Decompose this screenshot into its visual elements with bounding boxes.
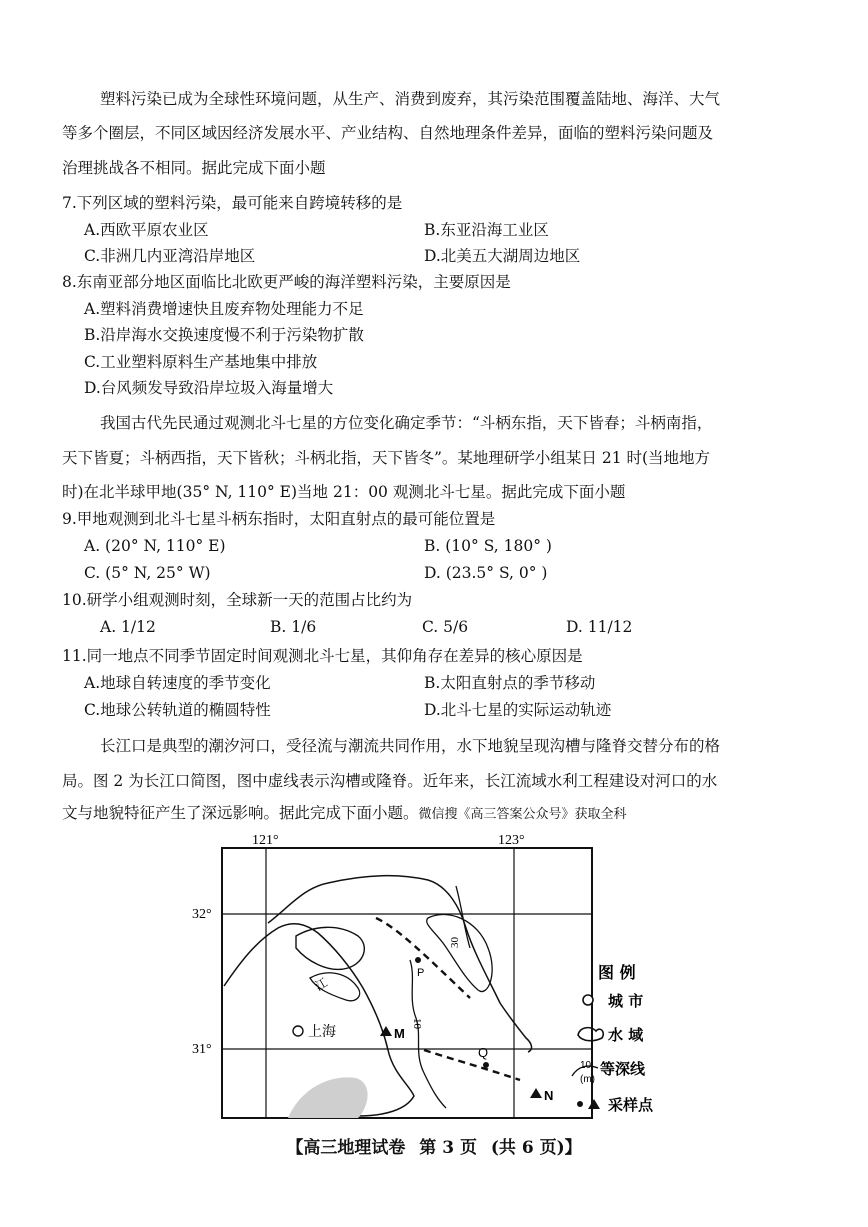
q10-option-c: C. 5/6 <box>422 618 469 636</box>
footer-total: (共 6 页)】 <box>490 1138 582 1158</box>
passage1-line3: 治理挑战各不相同。据此完成下面小题 <box>62 159 326 177</box>
shoal-ne <box>427 915 492 992</box>
q8-option-b: B.沿岸海水交换速度慢不利于污染物扩散 <box>84 326 364 344</box>
q7-option-d: D.北美五大湖周边地区 <box>424 247 581 265</box>
sample-label-m: M <box>394 1026 405 1041</box>
q9-stem: 9.甲地观测到北斗七星斗柄东指时，太阳直射点的最可能位置是 <box>62 510 496 528</box>
q7-option-b: B.东亚沿海工业区 <box>424 221 549 239</box>
sample-marker-p <box>415 957 421 963</box>
q11-option-c: C.地球公转轨道的椭圆特性 <box>84 701 271 719</box>
passage3-line1: 长江口是典型的潮汐河口，受径流与潮流共同作用，水下地貌呈现沟槽与隆脊交替分布的格 <box>100 737 721 755</box>
sample-label-q: Q <box>478 1045 489 1060</box>
contour-10-label: 10 <box>411 1018 423 1029</box>
lon-label-121: 121° <box>252 833 279 848</box>
legend-sample-label: 采样点 <box>608 1096 654 1114</box>
q9-option-b: B. (10° S, 180° ) <box>424 537 552 555</box>
map-legend <box>572 963 654 1114</box>
city-label-shanghai: 上海 <box>308 1024 336 1040</box>
channel-dashed-south <box>424 1050 520 1080</box>
passage3-line3-text: 文与地貌特征产生了深远影响。据此完成下面小题。 <box>62 804 419 822</box>
page-footer <box>0 1133 868 1158</box>
q8-option-a: A.塑料消费增速快且废弃物处理能力不足 <box>84 300 364 318</box>
q11-stem: 11.同一地点不同季节固定时间观测北斗七星，其仰角存在差异的核心原因是 <box>62 647 583 665</box>
q11-option-d: D.北斗七星的实际运动轨迹 <box>424 701 612 719</box>
legend-contour-label: 等深线 <box>600 1060 646 1078</box>
q11-option-a: A.地球自转速度的季节变化 <box>84 674 271 692</box>
lon-label-123: 123° <box>498 833 525 848</box>
q10-stem: 10.研学小组观测时刻，全球新一天的范围占比约为 <box>62 591 413 609</box>
channel-dashed-north <box>376 918 470 998</box>
lat-label-31: 31° <box>192 1042 212 1057</box>
city-marker-shanghai <box>293 1026 303 1036</box>
q9-option-a: A. (20° N, 110° E) <box>84 537 226 555</box>
q8-option-d: D.台风频发导致沿岸垃圾入海量增大 <box>84 379 334 397</box>
legend-city-icon <box>583 995 593 1005</box>
q7-stem: 7.下列区域的塑料污染，最可能来自跨境转移的是 <box>62 194 403 212</box>
legend-sample-triangle-icon <box>588 1099 600 1109</box>
contour-30-label: 30 <box>449 937 461 948</box>
passage3-note: 微信搜《高三答案公众号》获取全科 <box>418 807 627 822</box>
passage2-line1: 我国古代先民通过观测北斗七星的方位变化确定季节：“斗柄东指，天下皆春；斗柄南指， <box>100 414 713 432</box>
q9-option-d: D. (23.5° S, 0° ) <box>424 564 548 582</box>
contour-10m <box>410 960 446 1108</box>
q11-option-b: B.太阳直射点的季节移动 <box>424 674 596 692</box>
passage2-line3: 时)在北半球甲地(35° N, 110° E)当地 21：00 观测北斗七星。据此完成下面小题 <box>62 483 626 501</box>
footer-left: 【高三地理试卷 <box>286 1138 406 1158</box>
q8-stem: 8.东南亚部分地区面临比北欧更严峻的海洋塑料污染，主要原因是 <box>62 273 511 291</box>
q7-option-c: C.非洲几内亚湾沿岸地区 <box>84 247 256 265</box>
passage3-line2: 局。图 2 为长江口简图，图中虚线表示沟槽或隆脊。近年来，长江流域水利工程建设对河口的水 <box>62 772 718 790</box>
sample-marker-q <box>483 1062 489 1068</box>
q10-option-d: D. 11/12 <box>566 618 633 636</box>
sample-label-p: P <box>417 967 425 979</box>
legend-contour-num: 10 <box>580 1060 592 1071</box>
footer-page: 第 3 页 <box>419 1138 477 1158</box>
legend-water-icon <box>578 1028 603 1041</box>
legend-water-label: 水 域 <box>608 1026 644 1044</box>
river-label: 江 <box>312 975 330 994</box>
q10-option-b: B. 1/6 <box>270 618 317 636</box>
land-shaded <box>288 1077 368 1118</box>
passage2-line2: 天下皆夏；斗柄西指，天下皆秋；斗柄北指，天下皆冬”。某地理研学小组某日 21 时(当地地方 <box>62 449 711 467</box>
q8-option-c: C.工业塑料原料生产基地集中排放 <box>84 353 318 371</box>
legend-title: 图 例 <box>598 963 636 982</box>
sample-label-n: N <box>544 1088 554 1103</box>
legend-contour-unit: (m) <box>580 1074 595 1085</box>
passage3-line3 <box>62 802 627 826</box>
island-outline <box>296 927 364 969</box>
lat-label-32: 32° <box>192 907 212 922</box>
map-frame <box>222 848 592 1118</box>
q10-option-a: A. 1/12 <box>100 618 156 636</box>
yangtze-estuary-map <box>188 828 698 1128</box>
q9-option-c: C. (5° N, 25° W) <box>84 564 211 582</box>
legend-sample-dot-icon <box>577 1101 583 1107</box>
passage1-line1: 塑料污染已成为全球性环境问题，从生产、消费到废弃，其污染范围覆盖陆地、海洋、大气 <box>100 90 721 108</box>
sample-marker-n <box>530 1088 542 1098</box>
legend-city-label: 城 市 <box>608 992 644 1010</box>
map-svg <box>188 828 698 1128</box>
q7-option-a: A.西欧平原农业区 <box>84 221 209 239</box>
passage1-line2: 等多个圈层，不同区域因经济发展水平、产业结构、自然地理条件差异，面临的塑料污染问题及 <box>62 124 714 142</box>
